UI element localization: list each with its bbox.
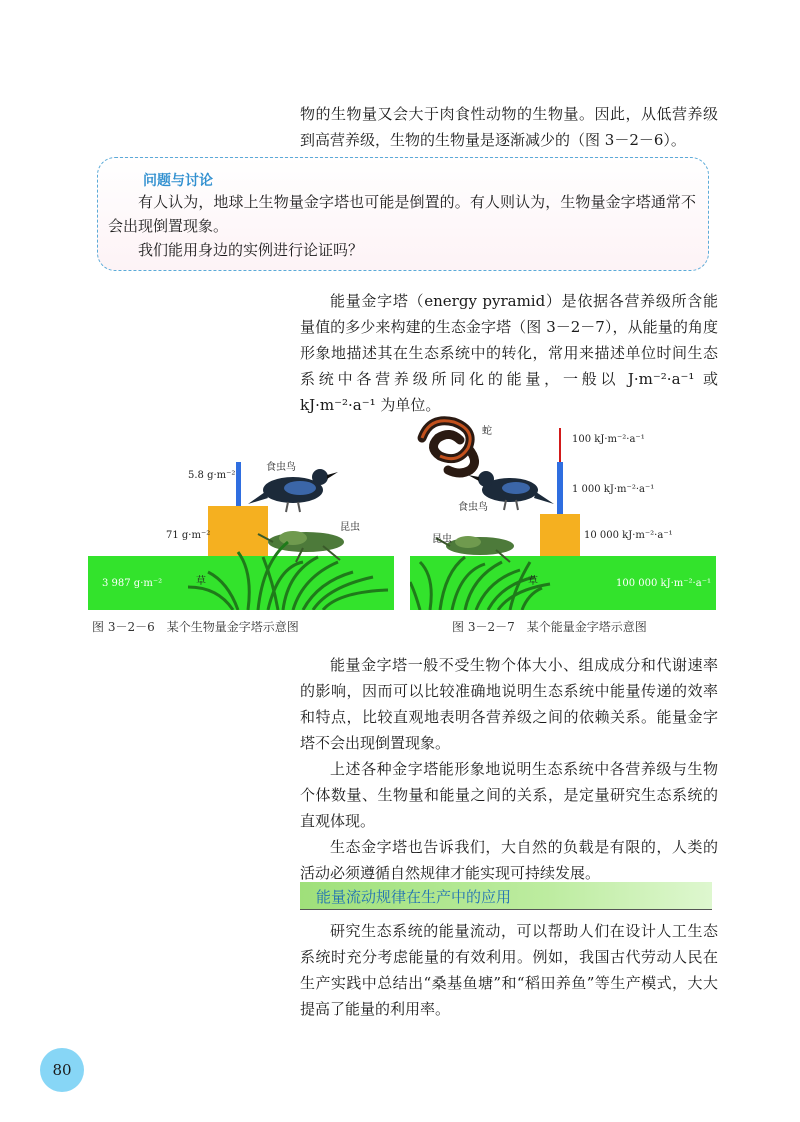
insect-label: 昆虫	[340, 522, 360, 533]
insect-biomass-value: 71 g·m⁻²	[166, 530, 211, 541]
bird-label: 食虫鸟	[458, 502, 488, 513]
page-number: 80	[40, 1048, 84, 1092]
grass-energy-value: 100 000 kJ·m⁻²·a⁻¹	[616, 578, 711, 589]
grass-icon	[188, 542, 388, 610]
bird-label: 食虫鸟	[266, 462, 296, 473]
discussion-title: 问题与讨论	[143, 173, 213, 189]
insect-label: 昆虫	[432, 534, 452, 545]
figure2-caption: 图 3－2－7 某个能量金字塔示意图	[452, 620, 647, 634]
snake-label: 蛇	[482, 426, 492, 437]
paragraph-energy-pyramid-properties: 能量金字塔一般不受生物个体大小、组成成分和代谢速率的影响，因而可以比较准确地说明生态系统中能量传递的效率和特点，比较直观地表明各营养级之间的依赖关系。能量金字塔不会出现倒置现象。	[300, 656, 718, 752]
energy-pyramid-paragraph: 能量金字塔（energy pyramid）是依据各营养级所含能量值的多少来构建的生态金字塔（图 3－2－7），从能量的角度形象地描述其在生态系统中的转化，常用来描述单位时间生态系统中各营养级所同化的能量，一般以 J·m⁻²·a⁻¹ 或 kJ·m⁻²·a⁻¹ 为单位。	[300, 292, 718, 414]
paragraph-pyramids-summary: 上述各种金字塔能形象地说明生态系统中各营养级与生物个体数量、生物量和能量之间的关系，是定量研究生态系统的直观体现。	[300, 760, 718, 830]
energy-pyramid-figure	[410, 412, 716, 610]
top-paragraph: 物的生物量又会大于肉食性动物的生物量。因此，从低营养级到高营养级，生物的生物量是逐渐减少的（图 3－2－6）。	[300, 105, 718, 149]
grass-label: 草	[528, 576, 538, 587]
grass-biomass-value: 3 987 g·m⁻²	[102, 578, 163, 589]
figure1-caption: 图 3－2－6 某个生物量金字塔示意图	[92, 620, 299, 634]
bird-biomass-value: 5.8 g·m⁻²	[188, 470, 236, 481]
insect-icon	[258, 531, 344, 562]
grass-label: 草	[196, 576, 206, 587]
biomass-pyramid-figure	[88, 412, 394, 610]
section-paragraph: 研究生态系统的能量流动，可以帮助人们在设计人工生态系统时充分考虑能量的有效利用。例如，我国古代劳动人民在生产实践中总结出“桑基鱼塘”和“稻田养鱼”等生产模式，大大提高了能量的利用率。	[300, 922, 718, 1018]
bird-energy-value: 1 000 kJ·m⁻²·a⁻¹	[572, 484, 655, 495]
paragraph-sustainability: 生态金字塔也告诉我们，大自然的负载是有限的，人类的活动必须遵循自然规律才能实现可持续发展。	[300, 838, 718, 882]
discussion-paragraph-2: 我们能用身边的实例进行论证吗？	[138, 241, 364, 259]
discussion-body	[108, 190, 696, 262]
bird-icon	[248, 469, 338, 512]
insect-energy-value: 10 000 kJ·m⁻²·a⁻¹	[584, 530, 673, 541]
section-title: 能量流动规律在生产中的应用	[316, 888, 512, 906]
discussion-paragraph-1: 有人认为，地球上生物量金字塔也可能是倒置的。有人则认为，生物量金字塔通常不会出现倒置现象。	[108, 193, 696, 235]
snake-energy-value: 100 kJ·m⁻²·a⁻¹	[572, 434, 645, 445]
